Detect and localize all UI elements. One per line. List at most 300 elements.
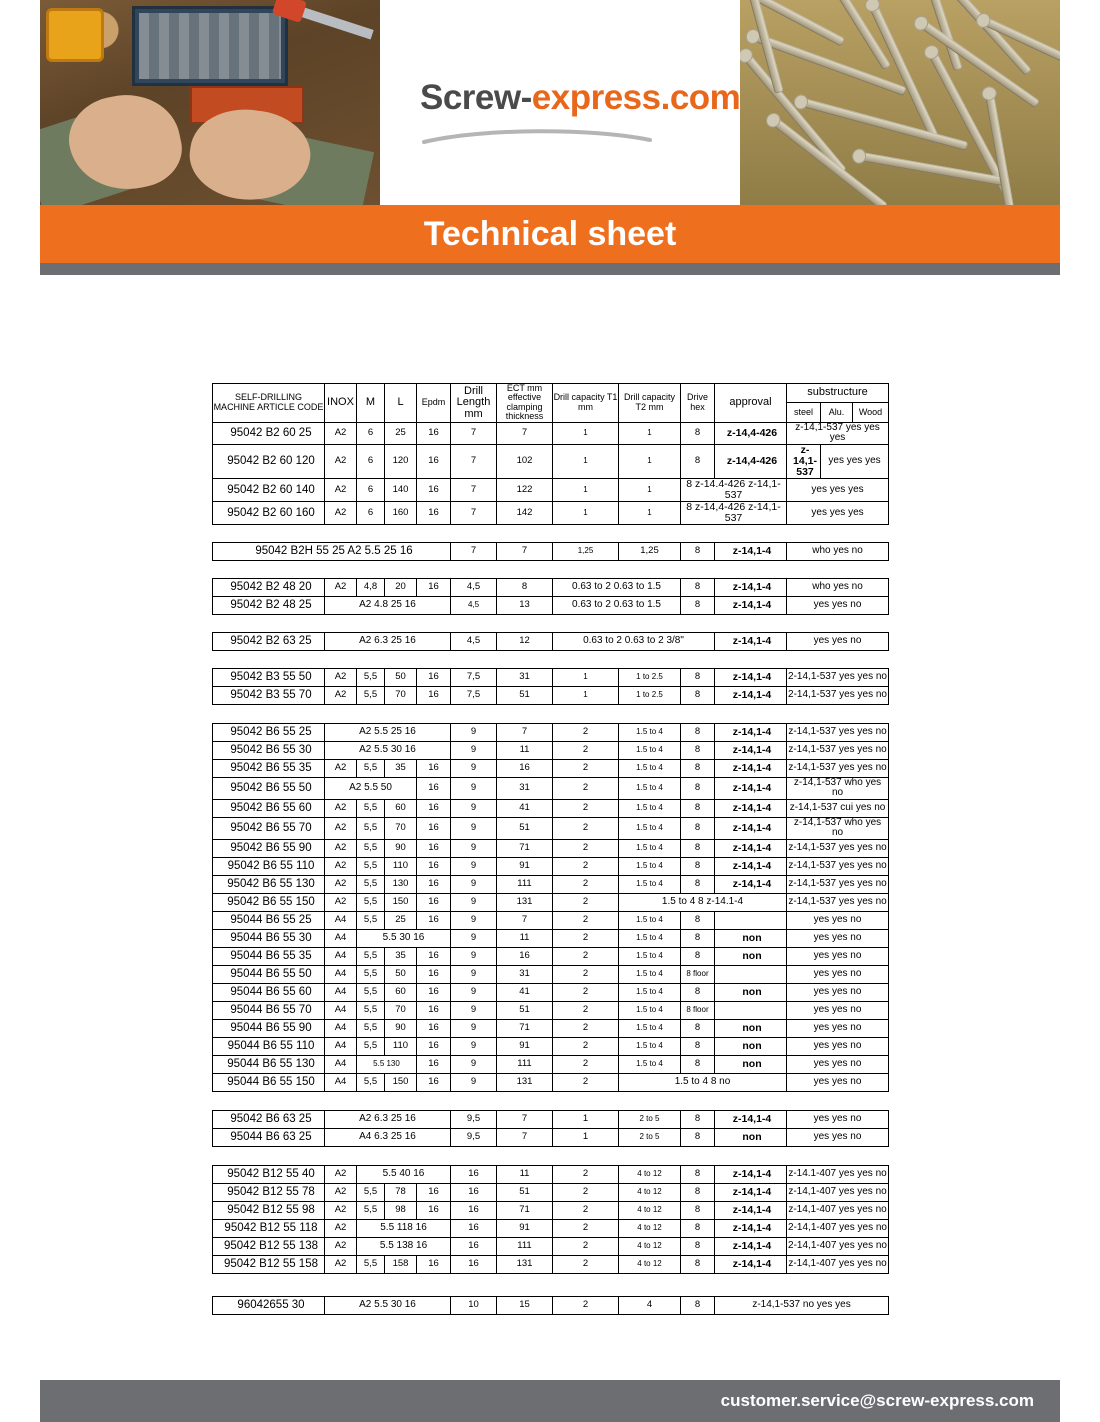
cell-code: 95042 B6 55 130 xyxy=(213,875,325,893)
cell-t2: 1.5 to 4 xyxy=(619,839,681,857)
swoosh-icon xyxy=(422,126,652,148)
cell-m: 5,5 xyxy=(357,817,385,839)
table-row xyxy=(213,777,889,799)
cell-substructure: z-14,1-537 cui yes no xyxy=(787,799,889,817)
logo-area xyxy=(380,0,740,205)
cell-drive: 8 xyxy=(681,929,715,947)
cell-inox: A2 xyxy=(325,799,357,817)
cell-code: 95042 B2H 55 25 A2 5.5 25 16 xyxy=(213,542,451,560)
table-row xyxy=(213,1219,889,1237)
cell-epdm: 16 xyxy=(417,1037,451,1055)
cell-substructure: yes yes yes xyxy=(821,444,889,478)
cell-drive: 8 xyxy=(681,839,715,857)
cell-epdm: 16 xyxy=(417,501,451,524)
cell-m: 6 xyxy=(357,478,385,501)
table-row xyxy=(213,875,889,893)
cell-m: 5.5 40 16 xyxy=(357,1165,451,1183)
cell-code: 95044 B6 55 150 xyxy=(213,1073,325,1091)
cell-l: 130 xyxy=(385,875,417,893)
cell-substructure: z-14,1-537 yes yes no xyxy=(787,857,889,875)
cell-ect: 131 xyxy=(497,1073,553,1091)
table-row xyxy=(213,501,889,524)
cell-epdm: 16 xyxy=(417,817,451,839)
cell-t2: 2 to 5 xyxy=(619,1110,681,1128)
cell-inox: A2 xyxy=(325,1237,357,1255)
cell-t2: 4 xyxy=(619,1296,681,1314)
cell-l: 150 xyxy=(385,1073,417,1091)
cell-approval: z-14,1-4 xyxy=(715,723,787,741)
cell-code: 95044 B6 55 30 xyxy=(213,929,325,947)
cell-approval: z-14,1-4 xyxy=(715,596,787,614)
cell-inox: A2 xyxy=(325,839,357,857)
cell-drive: 8 xyxy=(681,422,715,444)
cell-approval: non xyxy=(715,1037,787,1055)
cell-approval: z-14,1-4 xyxy=(715,817,787,839)
cell-l: 160 xyxy=(385,501,417,524)
table-row xyxy=(213,947,889,965)
cell-l: 98 xyxy=(385,1201,417,1219)
table-gap xyxy=(213,704,889,723)
cell-ect: 71 xyxy=(497,1201,553,1219)
cell-m: 5,5 xyxy=(357,911,385,929)
cell-code: 95042 B6 55 25 xyxy=(213,723,325,741)
table-row xyxy=(213,929,889,947)
table-gap xyxy=(213,1146,889,1165)
cell-code: 95044 B6 55 130 xyxy=(213,1055,325,1073)
cell-t2: 2 to 5 xyxy=(619,1128,681,1146)
cell-m: 5,5 xyxy=(357,1255,385,1273)
table-row xyxy=(213,668,889,686)
cell-t2: 4 to 12 xyxy=(619,1165,681,1183)
cell-substructure: yes yes no xyxy=(787,1001,889,1019)
cell-drive: 8 floor xyxy=(681,1001,715,1019)
cell-t2: 1.5 to 4 xyxy=(619,777,681,799)
cell-ect: 51 xyxy=(497,1183,553,1201)
cell-t2: 1.5 to 4 xyxy=(619,911,681,929)
cell-dl: 9 xyxy=(451,741,497,759)
cell-code: 95044 B6 55 35 xyxy=(213,947,325,965)
cell-code: 95044 B6 55 25 xyxy=(213,911,325,929)
cell-t1: 2 xyxy=(553,839,619,857)
cell-epdm: 16 xyxy=(417,1001,451,1019)
table-row xyxy=(213,1165,889,1183)
cell-dl: 7,5 xyxy=(451,668,497,686)
cell-substructure: yes yes no xyxy=(787,1037,889,1055)
cell-l: 150 xyxy=(385,893,417,911)
cell-t1: 2 xyxy=(553,1073,619,1091)
cell-t2: 1.5 to 4 xyxy=(619,875,681,893)
cell-m: 6 xyxy=(357,422,385,444)
cell-approval: z-14,1-4 xyxy=(715,1165,787,1183)
cell-t2: 1.5 to 4 xyxy=(619,799,681,817)
cell-m: 5,5 xyxy=(357,1183,385,1201)
cell-drill-capacity: 1.5 to 4 8 z-14.1-4 xyxy=(619,893,787,911)
cell-substructure: yes yes no xyxy=(787,929,889,947)
cell-code: 95042 B12 55 158 xyxy=(213,1255,325,1273)
cell-ect: 31 xyxy=(497,965,553,983)
cell-t1: 2 xyxy=(553,1296,619,1314)
cell-epdm: 16 xyxy=(417,799,451,817)
cell-epdm: 16 xyxy=(417,759,451,777)
cell-ect: 71 xyxy=(497,839,553,857)
cell-drive: 8 xyxy=(681,444,715,478)
table-row xyxy=(213,596,889,614)
cell-dl: 10 xyxy=(451,1296,497,1314)
cell-inox: A2 xyxy=(325,1255,357,1273)
cell-inox: A4 xyxy=(325,1037,357,1055)
cell-m: 5,5 xyxy=(357,839,385,857)
cell-t2: 1.5 to 4 xyxy=(619,947,681,965)
cell-t2: 1.5 to 4 xyxy=(619,723,681,741)
cell-dl: 9 xyxy=(451,1001,497,1019)
cell-t1: 2 xyxy=(553,1183,619,1201)
cell-t1: 2 xyxy=(553,1001,619,1019)
page-header xyxy=(40,0,1060,205)
cell-epdm: 16 xyxy=(417,857,451,875)
cell-t1: 2 xyxy=(553,929,619,947)
cell-t1: 2 xyxy=(553,723,619,741)
cell-code: 95042 B6 55 150 xyxy=(213,893,325,911)
cell-epdm: 16 xyxy=(417,839,451,857)
cell-approval: non xyxy=(715,983,787,1001)
cell-drive: 8 xyxy=(681,1110,715,1128)
cell-dl: 9 xyxy=(451,817,497,839)
table-row xyxy=(213,686,889,704)
cell-ect: 142 xyxy=(497,501,553,524)
th-wood: Wood xyxy=(853,403,889,422)
th-inox: INOX xyxy=(325,384,357,423)
cell-inox: A2 xyxy=(325,501,357,524)
cell-inox: A2 xyxy=(325,759,357,777)
cell-approval: 8 z-14,4-426 z-14,1-537 xyxy=(681,501,787,524)
specs-table-wrap xyxy=(212,383,888,1315)
cell-dl: 9 xyxy=(451,1055,497,1073)
cell-ect: 91 xyxy=(497,1219,553,1237)
cell-t2: 1 xyxy=(619,478,681,501)
cell-approval: non xyxy=(715,1019,787,1037)
cell-approval: 8 z-14.4-426 z-14,1-537 xyxy=(681,478,787,501)
workbench-photo xyxy=(40,0,380,205)
cell-drive: 8 xyxy=(681,947,715,965)
cell-substructure: z-14,1-407 yes yes no xyxy=(787,1201,889,1219)
cell-dl: 9 xyxy=(451,839,497,857)
cell-t1: 2 xyxy=(553,965,619,983)
cell-inox: A2 5.5 50 xyxy=(325,777,417,799)
cell-t2: 1.5 to 4 xyxy=(619,1019,681,1037)
cell-m: 5,5 xyxy=(357,857,385,875)
cell-t1: 2 xyxy=(553,983,619,1001)
cell-t2: 1.5 to 4 xyxy=(619,759,681,777)
cell-dl: 9 xyxy=(451,929,497,947)
cell-substructure: 2-14,1-537 yes yes no xyxy=(787,686,889,704)
table-row xyxy=(213,839,889,857)
cell-dl: 4,5 xyxy=(451,632,497,650)
cell-epdm: 16 xyxy=(417,875,451,893)
cell-inox: A2 6.3 25 16 xyxy=(325,1110,451,1128)
table-gap xyxy=(213,614,889,632)
cell-code: 95044 B6 55 70 xyxy=(213,1001,325,1019)
cell-ect: 71 xyxy=(497,1019,553,1037)
cell-approval: non xyxy=(715,1128,787,1146)
cell-inox: A2 5.5 25 16 xyxy=(325,723,451,741)
cell-epdm: 16 xyxy=(417,911,451,929)
cell-code: 95042 B2 60 25 xyxy=(213,422,325,444)
cell-m: 5,5 xyxy=(357,1019,385,1037)
cell-dl: 16 xyxy=(451,1183,497,1201)
cell-ect: 111 xyxy=(497,875,553,893)
cell-code: 95042 B6 55 50 xyxy=(213,777,325,799)
cell-ect: 13 xyxy=(497,596,553,614)
cell-drive: 8 xyxy=(681,1219,715,1237)
cell-approval: z-14,1-4 xyxy=(715,686,787,704)
cell-inox: A4 6.3 25 16 xyxy=(325,1128,451,1146)
cell-m: 5,5 xyxy=(357,799,385,817)
cell-m: 5.5 118 16 xyxy=(357,1219,451,1237)
cell-approval xyxy=(715,965,787,983)
cell-substructure: z-14,1-537 yes yes no xyxy=(787,893,889,911)
cell-m: 6 xyxy=(357,501,385,524)
cell-ect: 41 xyxy=(497,983,553,1001)
cell-inox: A2 5.5 30 16 xyxy=(325,1296,451,1314)
cell-approval: z-14,1-4 xyxy=(715,1237,787,1255)
th-m: M xyxy=(357,384,385,423)
cell-m: 5,5 xyxy=(357,1037,385,1055)
cell-code: 95042 B3 55 70 xyxy=(213,686,325,704)
cell-epdm: 16 xyxy=(417,983,451,1001)
cell-t2: 1.5 to 4 xyxy=(619,1001,681,1019)
cell-code: 95042 B6 55 30 xyxy=(213,741,325,759)
cell-code: 95044 B6 55 110 xyxy=(213,1037,325,1055)
cell-ect: 15 xyxy=(497,1296,553,1314)
cell-inox: A4 xyxy=(325,1019,357,1037)
th-substructure: substructure xyxy=(787,384,889,403)
cell-l: 78 xyxy=(385,1183,417,1201)
cell-substructure: yes yes no xyxy=(787,1110,889,1128)
cell-substructure: z-14,1-537 yes yes yes xyxy=(787,422,889,444)
cell-code: 95042 B2 60 140 xyxy=(213,478,325,501)
cell-approval: z-14,4-426 xyxy=(715,422,787,444)
banner xyxy=(40,205,1060,263)
cell-drive: 8 xyxy=(681,542,715,560)
cell-dl: 7 xyxy=(451,478,497,501)
cell-inox: A2 xyxy=(325,686,357,704)
cell-epdm: 16 xyxy=(417,1055,451,1073)
cell-substructure: yes yes no xyxy=(787,983,889,1001)
cell-ect: 7 xyxy=(497,542,553,560)
cell-ect: 7 xyxy=(497,911,553,929)
cell-ect: 7 xyxy=(497,422,553,444)
logo-main-text: Screw- xyxy=(420,78,532,117)
table-gap xyxy=(213,1091,889,1110)
cell-t2: 1 xyxy=(619,444,681,478)
table-row xyxy=(213,1073,889,1091)
cell-t1: 2 xyxy=(553,817,619,839)
cell-t1: 2 xyxy=(553,1037,619,1055)
cell-inox: A4 xyxy=(325,983,357,1001)
cell-t1: 2 xyxy=(553,947,619,965)
cell-approval: z-14,1-4 xyxy=(715,799,787,817)
cell-t1: 2 xyxy=(553,777,619,799)
cell-epdm: 16 xyxy=(417,668,451,686)
cell-ect: 102 xyxy=(497,444,553,478)
cell-m: 5,5 xyxy=(357,1073,385,1091)
cell-drive: 8 xyxy=(681,723,715,741)
cell-l: 110 xyxy=(385,1037,417,1055)
cell-drive: 8 xyxy=(681,817,715,839)
cell-m: 6 xyxy=(357,444,385,478)
cell-ect: 41 xyxy=(497,799,553,817)
cell-t1: 1 xyxy=(553,1128,619,1146)
cell-ect: 7 xyxy=(497,1110,553,1128)
cell-inox: A2 xyxy=(325,817,357,839)
contact-email[interactable]: customer.service@screw-express.com xyxy=(720,1391,1034,1410)
cell-m: 5,5 xyxy=(357,893,385,911)
cell-code: 96042655 30 xyxy=(213,1296,325,1314)
cell-approval: z-14,1-4 xyxy=(715,1219,787,1237)
cell-inox: A2 xyxy=(325,1201,357,1219)
cell-t1: 2 xyxy=(553,1165,619,1183)
cell-substructure: who yes no xyxy=(787,578,889,596)
cell-m: 5,5 xyxy=(357,668,385,686)
th-drill-length: Drill Length mm xyxy=(451,384,497,423)
cell-l: 158 xyxy=(385,1255,417,1273)
cell-drive: 8 xyxy=(681,1237,715,1255)
cell-inox: A2 xyxy=(325,857,357,875)
table-row xyxy=(213,759,889,777)
cell-approval: z-14,1-4 xyxy=(715,1255,787,1273)
table-row xyxy=(213,1296,889,1314)
cell-t1: 1,25 xyxy=(553,542,619,560)
cell-dl: 4,5 xyxy=(451,578,497,596)
specs-table xyxy=(212,383,889,1315)
th-approval: approval xyxy=(715,384,787,423)
cell-l: 70 xyxy=(385,817,417,839)
cell-code: 95042 B6 55 60 xyxy=(213,799,325,817)
cell-dl: 16 xyxy=(451,1219,497,1237)
cell-code: 95042 B12 55 138 xyxy=(213,1237,325,1255)
brand-logo xyxy=(420,78,740,118)
cell-m: 5,5 xyxy=(357,1001,385,1019)
cell-approval: z-14,1-4 xyxy=(715,1110,787,1128)
screws-photo xyxy=(740,0,1060,205)
cell-ect: 8 xyxy=(497,578,553,596)
cell-inox: A2 4.8 25 16 xyxy=(325,596,451,614)
cell-ect: 131 xyxy=(497,1255,553,1273)
cell-inox: A2 xyxy=(325,1183,357,1201)
cell-m: 4,8 xyxy=(357,578,385,596)
cell-epdm: 16 xyxy=(417,444,451,478)
cell-substructure: yes yes yes xyxy=(787,501,889,524)
cell-dl: 9 xyxy=(451,983,497,1001)
cell-code: 95042 B2 48 25 xyxy=(213,596,325,614)
cell-drive: 8 xyxy=(681,799,715,817)
cell-drill-capacity: 1.5 to 4 8 no xyxy=(619,1073,787,1091)
cell-inox: A4 xyxy=(325,1001,357,1019)
cell-epdm: 16 xyxy=(417,1201,451,1219)
cell-substructure: yes yes no xyxy=(787,947,889,965)
cell-ect: 51 xyxy=(497,817,553,839)
cell-l: 35 xyxy=(385,947,417,965)
cell-t2: 1.5 to 4 xyxy=(619,1037,681,1055)
cell-t2: 1.5 to 4 xyxy=(619,817,681,839)
cell-dl: 9 xyxy=(451,759,497,777)
cell-drive: 8 xyxy=(681,1165,715,1183)
cell-drive: 8 xyxy=(681,777,715,799)
cell-ect: 51 xyxy=(497,1001,553,1019)
table-row xyxy=(213,1055,889,1073)
th-steel: steel xyxy=(787,403,821,422)
cell-approval: z-14,1-4 xyxy=(715,741,787,759)
cell-substructure: z-14,1-537 no yes yes xyxy=(715,1296,889,1314)
cell-code: 95044 B6 55 60 xyxy=(213,983,325,1001)
th-epdm: Epdm xyxy=(417,384,451,423)
cell-drive: 8 xyxy=(681,1128,715,1146)
cell-approval: z-14,1-4 xyxy=(715,759,787,777)
cell-code: 95044 B6 55 50 xyxy=(213,965,325,983)
cell-ect: 11 xyxy=(497,1165,553,1183)
cell-substructure: 2-14,1-407 yes yes no xyxy=(787,1237,889,1255)
cell-substructure: z-14,1-537 yes yes no xyxy=(787,875,889,893)
cell-code: 95042 B6 55 110 xyxy=(213,857,325,875)
cell-l: 70 xyxy=(385,686,417,704)
cell-drive: 8 xyxy=(681,1183,715,1201)
cell-epdm: 16 xyxy=(417,965,451,983)
cell-dl: 9,5 xyxy=(451,1128,497,1146)
cell-dl: 9 xyxy=(451,875,497,893)
cell-l: 50 xyxy=(385,668,417,686)
cell-t2: 1.5 to 4 xyxy=(619,965,681,983)
cell-dl: 9 xyxy=(451,1019,497,1037)
cell-ect: 11 xyxy=(497,741,553,759)
cell-t2: 1.5 to 4 xyxy=(619,983,681,1001)
cell-dl: 9,5 xyxy=(451,1110,497,1128)
cell-l: 25 xyxy=(385,422,417,444)
cell-code: 95042 B2 48 20 xyxy=(213,578,325,596)
cell-t2: 1 to 2.5 xyxy=(619,686,681,704)
cell-code: 95042 B6 63 25 xyxy=(213,1110,325,1128)
cell-approval: z-14,1-4 xyxy=(715,668,787,686)
cell-ect: 131 xyxy=(497,893,553,911)
cell-l: 60 xyxy=(385,799,417,817)
cell-t1: 1 xyxy=(553,1110,619,1128)
cell-substructure: z-14,1-537 yes yes no xyxy=(787,839,889,857)
cell-substructure: z-14,1-537 who yes no xyxy=(787,817,889,839)
cell-epdm: 16 xyxy=(417,686,451,704)
cell-t1: 2 xyxy=(553,893,619,911)
cell-t2: 4 to 12 xyxy=(619,1201,681,1219)
cell-t2: 1 xyxy=(619,422,681,444)
cell-inox: A2 xyxy=(325,668,357,686)
table-row xyxy=(213,1128,889,1146)
cell-approval: z-14,1-4 xyxy=(715,578,787,596)
page-footer xyxy=(40,1380,1060,1422)
cell-epdm: 16 xyxy=(417,1073,451,1091)
cell-epdm: 16 xyxy=(417,1255,451,1273)
cell-drive: 8 xyxy=(681,578,715,596)
cell-t1: 2 xyxy=(553,911,619,929)
cell-t1: 1 xyxy=(553,478,619,501)
table-row xyxy=(213,817,889,839)
cell-ect: 31 xyxy=(497,668,553,686)
cell-approval: z-14,1-4 xyxy=(715,542,787,560)
table-row xyxy=(213,578,889,596)
cell-m: 5,5 xyxy=(357,947,385,965)
cell-substructure: z-14.1-407 yes yes no xyxy=(787,1165,889,1183)
cell-inox: A2 xyxy=(325,893,357,911)
cell-drive: 8 xyxy=(681,686,715,704)
cell-inox: A2 xyxy=(325,478,357,501)
cell-t2: 1,25 xyxy=(619,542,681,560)
